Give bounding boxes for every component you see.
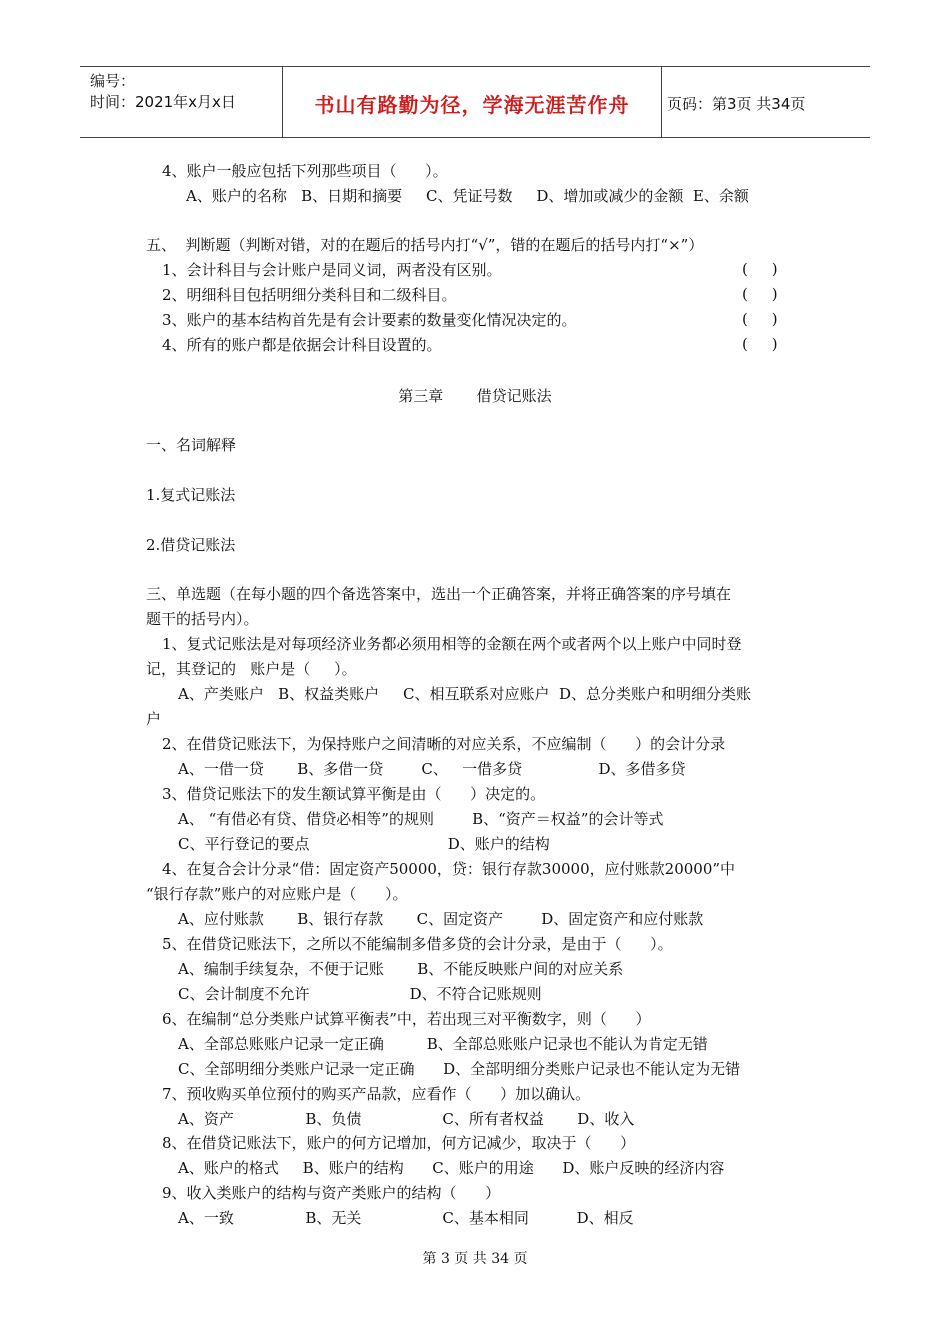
judgement-item: 3、账户的基本结构首先是有会计要素的数量变化情况决定的。 [162,311,577,329]
judgement-item: 2、明细科目包括明细分类科目和二级科目。 [162,286,457,304]
section-heading-judgement: 五、 判断题（判断对错，对的在题后的括号内打“√”，错的在题后的括号内打“×”） [146,236,704,254]
option-line: A、应付账款 B、银行存款 C、固定资产 D、固定资产和应付账款 [178,910,704,928]
section-heading-continuation: 题干的括号内）。 [146,610,259,628]
question-line: 7、预收购买单位预付的购买产品款，应看作（ ）加以确认。 [162,1085,591,1103]
page-header [80,66,870,138]
option-line: A、一借一贷 B、多借一贷 C、 一借多贷 D、多借多贷 [178,760,686,778]
option-line: A、资产 B、负债 C、所有者权益 D、收入 [178,1110,635,1128]
question-line: 4、账户一般应包括下列那些项目（ ）。 [162,162,448,180]
option-line: C、平行登记的要点 D、账户的结构 [178,835,550,853]
question-line: 5、在借贷记账法下，之所以不能编制多借多贷的会计分录，是由于（ ）。 [162,935,673,953]
option-line: 户 [146,710,162,728]
header-meta [90,71,236,113]
section-heading-single-choice: 三、单选题（在每小题的四个备选答案中，选出一个正确答案，并将正确答案的序号填在 [146,585,732,603]
option-line: C、会计制度不允许 D、不符合记账规则 [178,985,542,1003]
option-line: A、账户的格式 B、账户的结构 C、账户的用途 D、账户反映的经济内容 [178,1159,725,1177]
option-line: A、 “有借必有贷、借贷必相等”的规则 B、“资产＝权益”的会计等式 [178,810,664,828]
judgement-item: 1、会计科目与会计账户是同义词，两者没有区别。 [162,261,502,279]
header-page-info: 页码：第3页 共34页 [667,95,806,113]
option-line: A、全部总账账户记录一定正确 B、全部总账账户记录也不能认为肯定无错 [178,1035,708,1053]
header-divider-right [661,67,662,137]
option-line: A、账户的名称 B、日期和摘要 C、凭证号数 D、增加或减少的金额 E、余额 [186,187,749,205]
question-line: 1、复式记账法是对每项经济业务都必须用相等的金额在两个或者两个以上账户中同时登 [162,635,742,653]
answer-bracket: ( ) [742,285,778,303]
document-number-label: 编号： [90,72,136,90]
question-line: “银行存款”账户的对应账户是（ ）。 [146,885,408,903]
option-line: C、全部明细分类账户记录一定正确 D、全部明细分类账户记录也不能认定为无错 [178,1060,741,1078]
option-line: A、编制手续复杂，不便于记账 B、不能反映账户间的对应关系 [178,960,624,978]
option-line: A、产类账户 B、权益类账户 C、相互联系对应账户 D、总分类账户和明细分类账 [178,685,752,703]
question-line: 记，其登记的 账户是（ ）。 [146,660,357,678]
section-heading-terms: 一、名词解释 [146,436,237,454]
question-line: 4、在复合会计分录“借：固定资产50000，贷：银行存款30000，应付账款20000”中 [162,860,736,878]
chapter-title: 第三章 借贷记账法 [398,387,552,405]
question-line: 9、收入类账户的结构与资产类账户的结构（ ） [162,1184,501,1202]
document-date: 时间：2021年x月x日 [90,93,236,111]
term-item: 1.复式记账法 [146,486,236,504]
question-line: 2、在借贷记账法下，为保持账户之间清晰的对应关系，不应编制（ ）的会计分录 [162,735,726,753]
question-line: 8、在借贷记账法下，账户的何方记增加，何方记减少，取决于（ ） [162,1134,636,1152]
option-line: A、一致 B、无关 C、基本相同 D、相反 [178,1209,634,1227]
answer-bracket: ( ) [742,260,778,278]
term-item: 2.借贷记账法 [146,536,236,554]
judgement-item: 4、所有的账户都是依据会计科目设置的。 [162,336,442,354]
question-line: 3、借贷记账法下的发生额试算平衡是由（ ）决定的。 [162,785,546,803]
page-footer: 第 3 页 共 34 页 [422,1251,528,1267]
header-motto: 书山有路勤为径，学海无涯苦作舟 [314,93,630,117]
answer-bracket: ( ) [742,335,778,353]
question-line: 6、在编制“总分类账户试算平衡表”中，若出现三对平衡数字，则（ ） [162,1010,651,1028]
answer-bracket: ( ) [742,310,778,328]
